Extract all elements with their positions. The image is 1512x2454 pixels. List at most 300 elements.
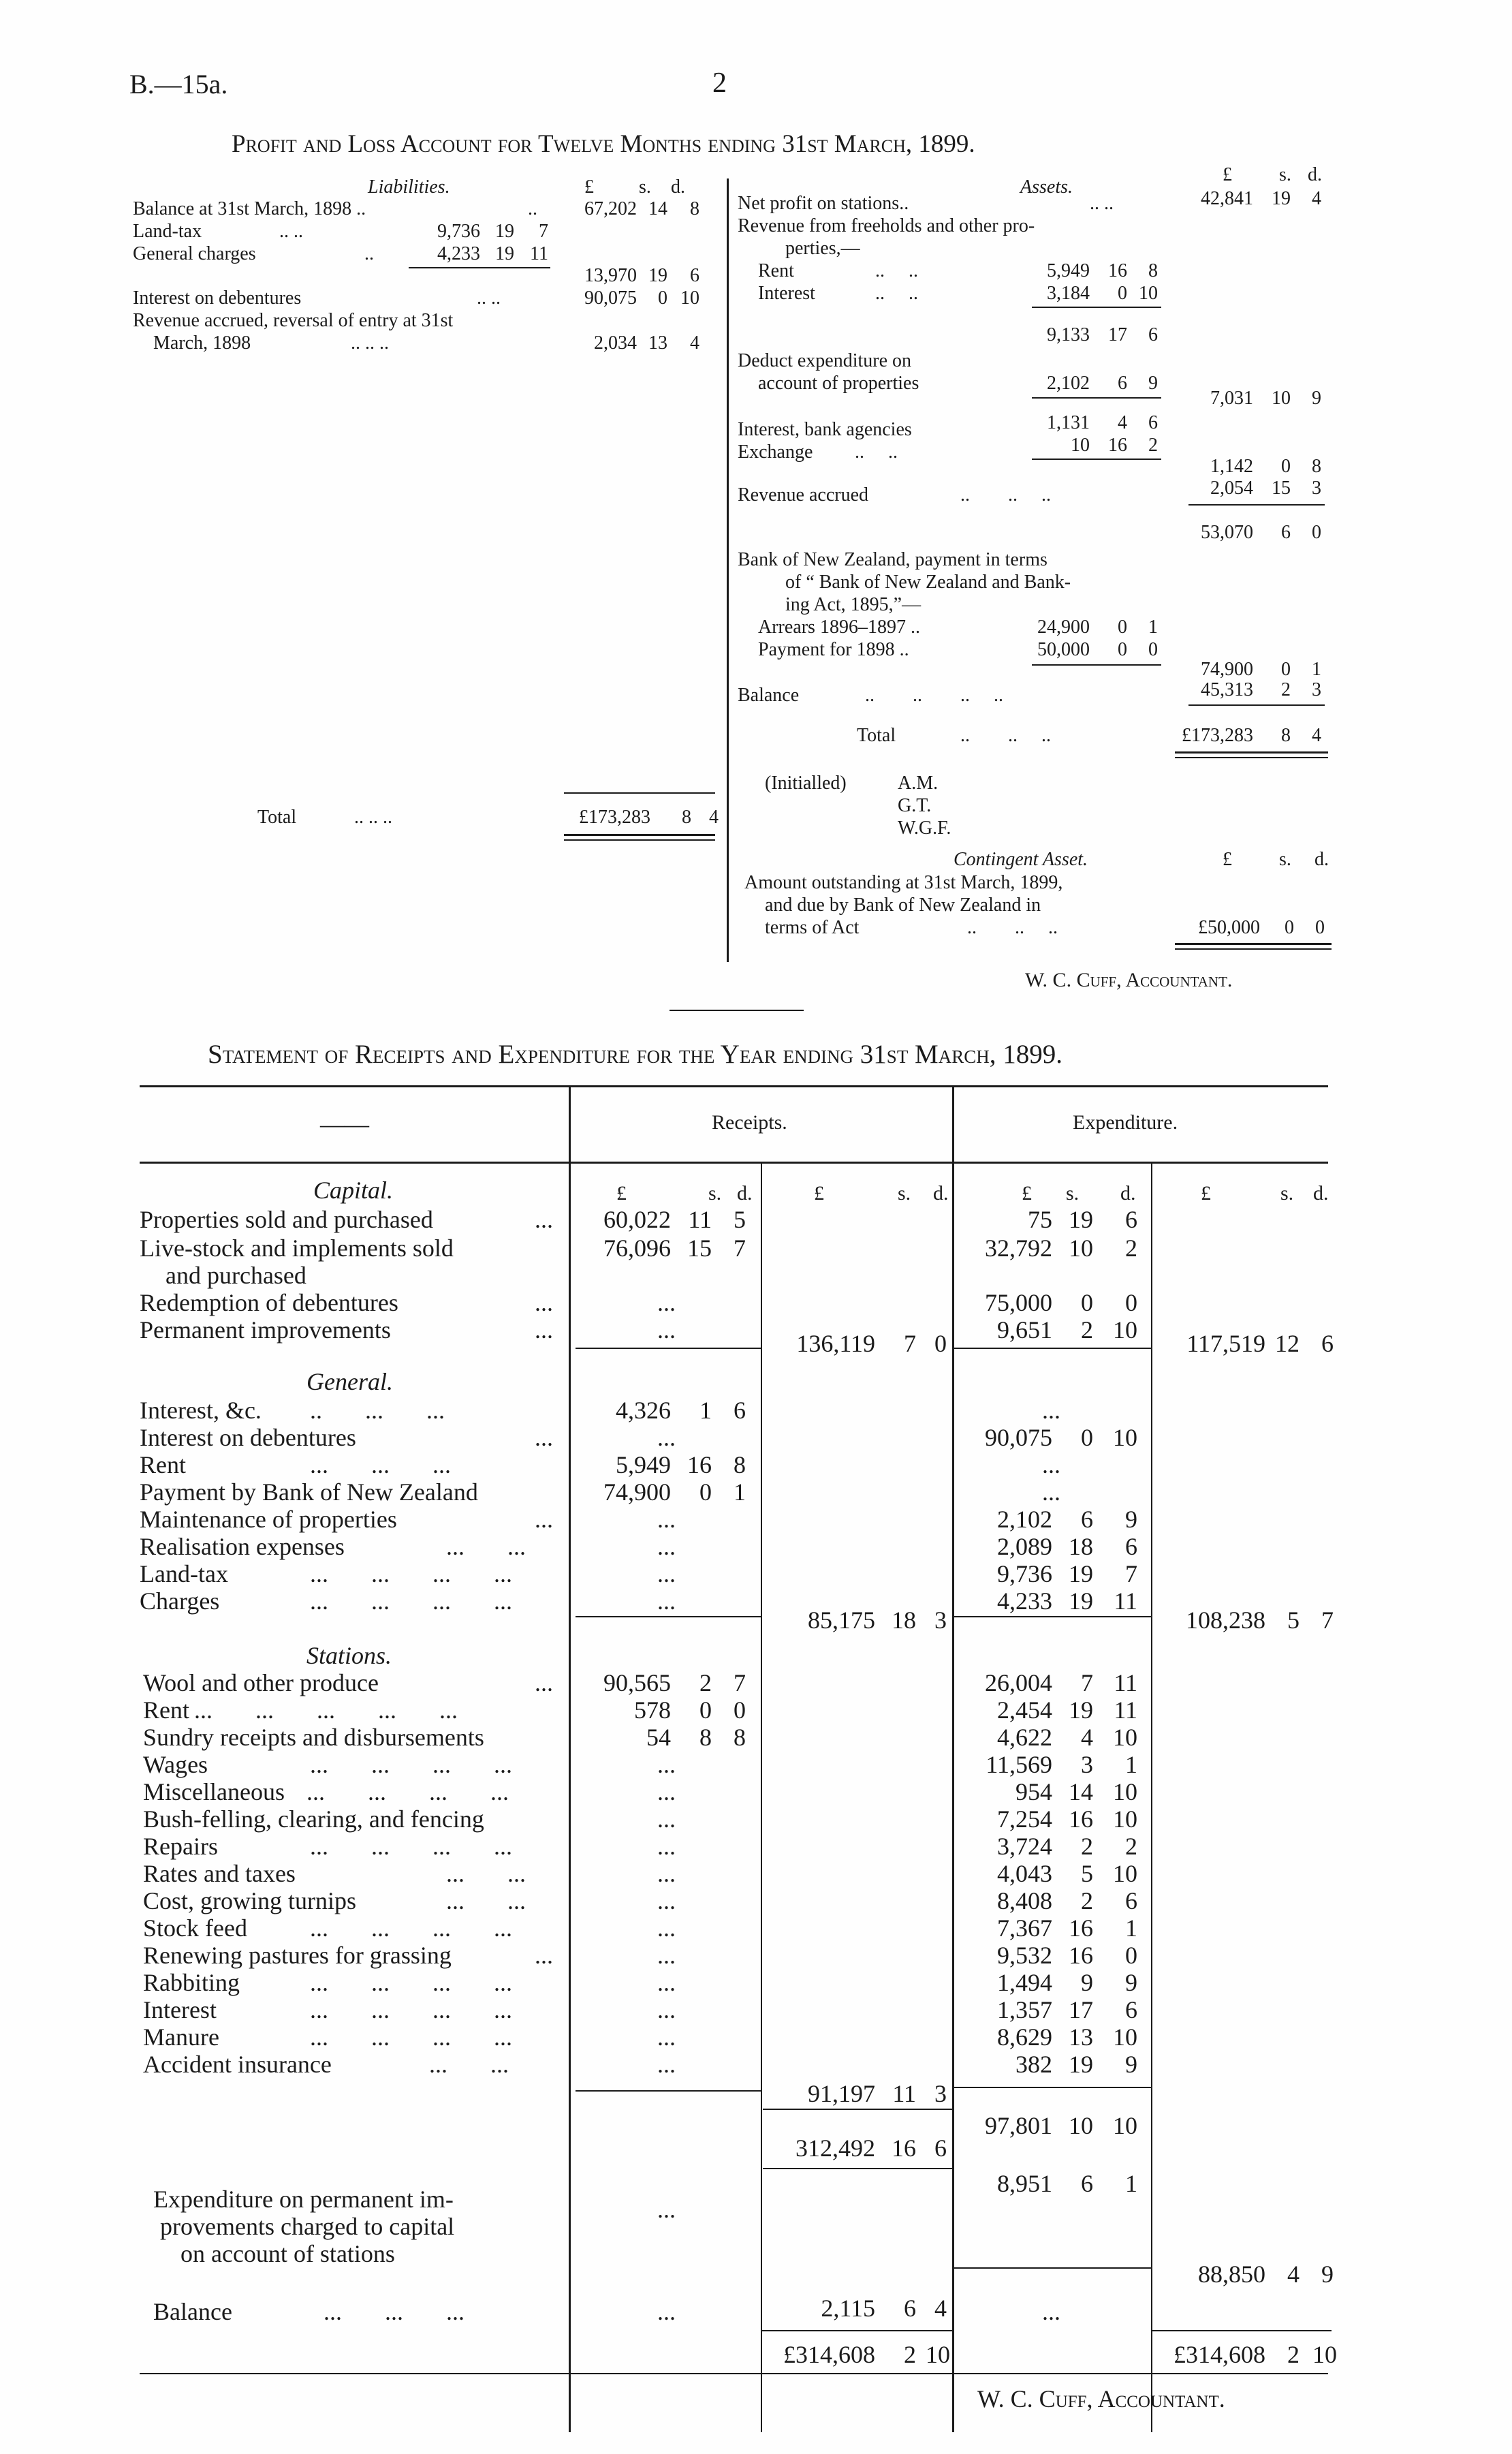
contingent-double-rule [1175,948,1332,950]
exp-shillings: 19 [1069,1587,1093,1615]
asset-sub-pence: 1 [1148,617,1158,638]
asset-currency-d: d. [1308,164,1322,185]
general-row-label: Interest on debentures [140,1424,356,1451]
rcpt-pence: 6 [734,1397,746,1424]
exp-pounds: 3,724 [997,1833,1052,1860]
grand-receipts-shillings: 16 [892,2134,916,2162]
asset-label: Rent [758,260,794,281]
exp-shillings: 9 [1081,1969,1093,1996]
receipts-total-rule [763,2109,952,2110]
liab-sub-shillings: 19 [495,221,514,242]
asset-label: Bank of New Zealand, payment in terms [738,549,1048,570]
asset-total-pounds: 42,841 [1201,188,1253,209]
rcpt-pounds: ... [657,1778,676,1805]
asset-label: Payment for 1898 .. [758,639,909,660]
rcpt-pounds: ... [657,1860,676,1887]
rcpt-pounds: ... [657,1424,676,1451]
asset-sub-pounds: 9,133 [1047,324,1090,345]
exp-pounds: 8,408 [997,1887,1052,1914]
rcpt-pounds: ... [657,1942,676,1969]
exp-pence: 0 [1125,1942,1137,1969]
exp-pounds: 4,043 [997,1860,1052,1887]
liab-sub-pence: 11 [530,243,548,264]
liab-total-double-rule [564,839,715,841]
contingent-amount-pence: 0 [1315,917,1325,938]
liab-total-pounds: 2,034 [594,332,637,354]
asset-currency-pound: £ [1223,164,1232,185]
exp-pence: 9 [1125,1506,1137,1533]
rcpt-pounds: ... [657,2051,676,2078]
asset-total-pence: 9 [1312,388,1321,409]
exp-shillings: 19 [1069,1696,1093,1724]
asset-dots: .. .. .. [967,917,1058,938]
rcpt-pounds: 54 [646,1724,671,1751]
stations-rule [954,2087,1151,2088]
exp-shillings: 13 [1069,2023,1093,2051]
asset-total-pounds: 53,070 [1201,522,1253,543]
exp-pounds: 1,357 [997,1996,1052,2023]
rcpt-pounds: ... [657,1996,676,2023]
liab-total-pounds: 90,075 [584,288,637,309]
asset-dots: .. .. .. [960,484,1051,506]
capital-row-label: Permanent improvements [140,1316,391,1344]
rcpt-shillings: 8 [699,1724,712,1751]
asset-total-pence: 3 [1312,478,1321,499]
perm-exp-shillings: 6 [1081,2170,1093,2197]
asset-sub-rule [1032,664,1161,666]
exp-shillings: 16 [1069,1805,1093,1833]
asset-total-pence: 3 [1312,679,1321,700]
liab-total-shillings: 19 [648,265,667,286]
balance-pence: 4 [934,2295,947,2322]
exp-shillings: 3 [1081,1751,1093,1778]
exp-pounds: 2,454 [997,1696,1052,1724]
asset-sub-pounds: 24,900 [1037,617,1090,638]
final-exp-pence: 10 [1312,2341,1337,2368]
liab-total-double-rule [564,834,715,836]
exp-sub-shillings: 10 [1069,2112,1093,2139]
general-row-label: Payment by Bank of New Zealand [140,1478,478,1506]
row-dots: ... ... ... ... [310,1996,512,2023]
liab-total-shillings: 13 [648,332,667,354]
exp-pence: 10 [1113,1860,1137,1887]
initialled-label: (Initialled) [765,773,847,794]
exp-pence: 2 [1125,1833,1137,1860]
stations-row-label: Stock feed [143,1914,247,1942]
asset-total-pence: 8 [1312,456,1321,477]
rcpt-pounds: 74,900 [603,1478,671,1506]
rcpt-total-currency: d. [933,1182,949,1205]
exp-pence: 7 [1125,1560,1137,1587]
liabilities-heading: Liabilities. [368,176,450,198]
liab-grand-total-pence: 4 [709,807,719,828]
capital-rule [954,1348,1151,1349]
liab-label: General charges [133,243,256,264]
contingent-amount-pounds: £50,000 [1198,917,1260,938]
initials: W.G.F. [898,818,951,839]
asset-dots: .. .. [875,260,918,281]
asset-currency-s: s. [1279,164,1291,185]
asset-total-pounds: 7,031 [1210,388,1253,409]
rcpt-pounds: 76,096 [603,1234,671,1262]
exp-sub-pence: 10 [1113,2112,1137,2139]
liab-total-pence: 8 [690,198,699,219]
capital-heading: Capital. [313,1177,394,1204]
balance-pounds: 2,115 [821,2295,875,2322]
exp-shillings: 17 [1069,1996,1093,2023]
asset-total-pounds: 45,313 [1201,679,1253,700]
row-dots: ... ... ... ... [310,1751,512,1778]
rcpt-pounds: ... [657,1805,676,1833]
contingent-amount-shillings: 0 [1285,917,1294,938]
row-dots: ... ... ... [324,2298,464,2325]
asset-label: Net profit on stations.. [738,193,909,214]
liab-total-shillings: 14 [648,198,667,219]
rcpt-pence: 0 [734,1696,746,1724]
liab-dots: .. .. [279,221,303,242]
exp-pence: 10 [1113,1424,1137,1451]
row-dots: ... ... [429,2051,509,2078]
table-bottom-rule [140,2373,1328,2374]
asset-sub-shillings: 17 [1108,324,1127,345]
exp-pence: 11 [1114,1696,1137,1724]
general-row-label: Interest, &c. [140,1397,262,1424]
exp-pounds: 2,102 [997,1506,1052,1533]
perm-label: Expenditure on permanent im- [153,2186,454,2213]
statement-title: Statement of Receipts and Expenditure for the Year ending 31st March, 1899. [208,1040,1063,1069]
contingent-double-rule [1175,943,1332,945]
exp-pence: 10 [1113,1316,1137,1344]
stations-heading: Stations. [306,1642,392,1669]
asset-sub-shillings: 6 [1118,373,1127,394]
balance-shillings: 6 [904,2295,916,2322]
liab-label: Interest on debentures [133,288,302,309]
exp-shillings: 16 [1069,1914,1093,1942]
asset-sub-shillings: 0 [1118,639,1127,660]
exp-pence: 9 [1125,1969,1137,1996]
table-divider-subtotal [761,1164,762,2432]
perm-rule [954,2267,1151,2269]
asset-grand-total-shillings: 8 [1281,725,1291,746]
rcpt-pounds: ... [657,1887,676,1914]
general-row-label: Land-tax [140,1560,228,1587]
asset-total-shillings: 0 [1281,659,1291,680]
liab-dots: .. .. [477,288,501,309]
exp-total-pence: 6 [1321,1330,1334,1357]
stations-row-label: Sundry receipts and disbursements [143,1724,484,1751]
stations-row-label: Cost, growing turnips [143,1887,357,1914]
stations-row-label: Bush-felling, clearing, and fencing [143,1805,484,1833]
exp-sub-currency: £ [1022,1182,1032,1205]
rcpt-pounds: ... [657,2023,676,2051]
liab-sub-pounds: 9,736 [437,221,480,242]
asset-label: Deduct expenditure on [738,350,912,371]
rcpt-shillings: 0 [699,1478,712,1506]
row-dots: ... ... ... ... [310,1833,512,1860]
row-dots: ... ... ... [310,1451,451,1478]
liab-total-pence: 4 [690,332,699,354]
general-rule [576,1616,761,1617]
rcpt-pounds: ... [657,1969,676,1996]
rcpt-pence: 5 [734,1206,746,1233]
exp-pence: 10 [1113,1805,1137,1833]
exp-total-currency: £ [1201,1182,1211,1205]
exp-pounds: ... [1042,1451,1060,1478]
contingent-currency-s: s. [1279,849,1291,870]
asset-dots: .. .. .. .. [865,685,1003,706]
exp-shillings: 4 [1081,1724,1093,1751]
rcpt-shillings: 2 [699,1669,712,1696]
asset-total-double-rule [1175,757,1328,758]
col-header-dash: —— [320,1110,369,1138]
exp-pence: 6 [1125,1887,1137,1914]
rcpt-pence: 8 [734,1451,746,1478]
rcpt-total-shillings: 7 [904,1330,916,1357]
stations-row-label: Interest [143,1996,217,2023]
exp-pounds: 382 [1015,2051,1052,2078]
perm-exp-pence: 1 [1125,2170,1137,2197]
capital-row-label: Live-stock and implements sold [140,1234,454,1262]
row-dots: ... [535,1206,553,1233]
balance-exp: ... [1042,2298,1060,2325]
exp-shillings: 16 [1069,1942,1093,1969]
rcpt-pounds: 90,565 [603,1669,671,1696]
rcpt-pounds: ... [657,1914,676,1942]
exp-pounds: 9,736 [997,1560,1052,1587]
rcpt-pounds: 4,326 [616,1397,671,1424]
exp-pounds: 7,254 [997,1805,1052,1833]
asset-grand-total-pence: 4 [1312,725,1321,746]
exp-pence: 11 [1114,1587,1137,1615]
perm-receipts: ... [657,2196,676,2223]
row-dots: .. ... ... [310,1397,445,1424]
liab-currency-pound: £ [584,176,594,198]
exp-pounds: 75,000 [985,1289,1052,1316]
asset-total-label: Total [857,725,896,746]
exp-shillings: 19 [1069,1560,1093,1587]
capital-rule [576,1348,761,1349]
rcpt-pounds: 60,022 [603,1206,671,1233]
col-header-expenditure: Expenditure. [1073,1111,1178,1134]
rcpt-shillings: 1 [699,1397,712,1424]
rcpt-pounds: 578 [634,1696,671,1724]
asset-total-shillings: 19 [1272,188,1291,209]
final-rule [1151,2330,1332,2331]
liab-label: Revenue accrued, reversal of entry at 31st [133,310,454,331]
asset-dots: .. .. [875,283,918,304]
rcpt-pounds: ... [657,1587,676,1615]
exp-pence: 10 [1113,1778,1137,1805]
exp-shillings: 5 [1081,1860,1093,1887]
asset-sub-pence: 10 [1139,283,1158,304]
capital-row-label: Properties sold and purchased [140,1206,433,1233]
exp-pence: 2 [1125,1234,1137,1262]
liab-total-pence: 6 [690,265,699,286]
stations-row-label: Miscellaneous [143,1778,285,1805]
rcpt-total-pence: 0 [934,1330,947,1357]
liab-total-dots: .. .. .. [354,807,392,828]
general-rule [954,1616,1151,1617]
contingent-text: terms of Act [765,917,860,938]
exp-total-currency: d. [1313,1182,1329,1205]
asset-sub-pence: 8 [1148,260,1158,281]
asset-total-rule [1188,704,1325,706]
liab-grand-total-shillings: 8 [682,807,691,828]
row-dots: ... [535,1669,553,1696]
row-dots: ... [535,1506,553,1533]
liab-subtotal-rule [409,267,550,268]
asset-sub-shillings: 4 [1118,412,1127,433]
liab-sub-pounds: 4,233 [437,243,480,264]
asset-label: Revenue accrued [738,484,868,506]
general-heading: General. [306,1368,393,1395]
rcpt-pounds: ... [657,1289,676,1316]
liab-dots: .. .. .. [351,332,389,354]
perm-label-cont: provements charged to capital [160,2213,455,2240]
exp-pounds: 75 [1028,1206,1052,1233]
asset-total-shillings: 6 [1281,522,1291,543]
row-dots: ... [535,1316,553,1344]
table-divider-label [569,1087,571,2432]
row-dots: ... ... [446,1887,526,1914]
exp-pounds: 4,233 [997,1587,1052,1615]
exp-pounds: 32,792 [985,1234,1052,1262]
table-header-rule [140,1162,1328,1164]
general-row-label: Rent [140,1451,186,1478]
receipts-total-rule [763,2168,952,2169]
exp-pounds: ... [1042,1478,1060,1506]
exp-total-currency: s. [1280,1182,1294,1205]
stations-exp-total-shillings: 4 [1287,2261,1300,2288]
rcpt-total-pounds: 136,119 [796,1330,875,1357]
general-row-label: Maintenance of properties [140,1506,397,1533]
asset-label: Revenue from freeholds and other pro- [738,215,1035,236]
asset-total-shillings: 10 [1272,388,1291,409]
row-dots: ... ... ... ... [310,1560,512,1587]
liab-total-rule [564,792,715,794]
pl-column-divider [727,178,729,962]
asset-sub-shillings: 0 [1118,617,1127,638]
liab-currency-s: s. [639,176,651,198]
asset-sub-pounds: 10 [1071,435,1090,456]
rcpt-sub-currency: s. [708,1182,722,1205]
rcpt-total-pounds: 85,175 [808,1606,875,1634]
page-reference: B.—15a. [129,69,228,99]
asset-label: Interest [758,283,815,304]
liab-total-label: Total [257,807,297,828]
table-top-rule [140,1085,1328,1087]
asset-sub-pounds: 3,184 [1047,283,1090,304]
exp-pounds: 9,651 [997,1316,1052,1344]
stations-row-label: Manure [143,2023,219,2051]
liab-label: Land-tax [133,221,202,242]
stations-row-label: Renewing pastures for grassing [143,1942,452,1969]
balance-label: Balance [153,2298,232,2325]
liab-dots: .. [528,198,537,219]
initials: G.T. [898,795,932,816]
asset-sub-pounds: 5,949 [1047,260,1090,281]
asset-total-pounds: 74,900 [1201,659,1253,680]
exp-shillings: 19 [1069,1206,1093,1233]
liab-label-cont: March, 1898 [153,332,251,354]
asset-dots: .. .. .. [960,725,1051,746]
asset-sub-pounds: 50,000 [1037,639,1090,660]
exp-pounds: 2,089 [997,1533,1052,1560]
liab-total-shillings: 0 [658,288,667,309]
table-divider-receipts [952,1087,954,2432]
asset-total-shillings: 2 [1281,679,1291,700]
final-receipts-pence: 10 [926,2341,950,2368]
contingent-currency-d: d. [1314,849,1329,870]
section-separator [670,1010,804,1011]
exp-sub-pounds: 97,801 [985,2112,1052,2139]
final-rule [761,2330,954,2331]
exp-shillings: 19 [1069,2051,1093,2078]
row-dots: ... [535,1424,553,1451]
exp-pence: 6 [1125,1206,1137,1233]
row-dots: ... ... [446,1860,526,1887]
final-receipts-shillings: 2 [904,2341,916,2368]
asset-total-pence: 1 [1312,659,1321,680]
row-dots: ... ... ... ... [310,1914,512,1942]
row-dots: ... [535,1289,553,1316]
rcpt-sub-currency: d. [737,1182,753,1205]
asset-label-cont: ing Act, 1895,”— [785,594,922,615]
rcpt-shillings: 15 [687,1234,712,1262]
asset-grand-total-pounds: £173,283 [1182,725,1253,746]
balance-receipts: ... [657,2298,676,2325]
asset-sub-pence: 6 [1148,324,1158,345]
asset-label-cont: of “ Bank of New Zealand and Bank- [785,572,1071,593]
general-row-label: Realisation expenses [140,1533,345,1560]
contingent-text: Amount outstanding at 31st March, 1899, [744,872,1063,893]
row-dots: ... ... ... ... ... [194,1696,458,1724]
exp-shillings: 0 [1081,1424,1093,1451]
asset-total-pence: 0 [1312,522,1321,543]
asset-sub-pounds: 1,131 [1047,412,1090,433]
rcpt-shillings: 11 [688,1206,712,1233]
exp-pence: 10 [1113,1724,1137,1751]
exp-pence: 6 [1125,1996,1137,2023]
exp-pounds: ... [1042,1397,1060,1424]
exp-pence: 11 [1114,1669,1137,1696]
exp-pounds: 8,629 [997,2023,1052,2051]
asset-label-cont: account of properties [758,373,919,394]
exp-total-shillings: 12 [1275,1330,1300,1357]
rcpt-pounds: ... [657,1533,676,1560]
grand-receipts-pounds: 312,492 [796,2134,875,2162]
row-dots: ... ... [446,1533,526,1560]
liab-total-pence: 10 [680,288,699,309]
exp-pence: 10 [1113,2023,1137,2051]
rcpt-pounds: 5,949 [616,1451,671,1478]
asset-label: Balance [738,685,800,706]
rcpt-pence: 7 [734,1234,746,1262]
assets-heading: Assets. [1020,176,1073,198]
asset-sub-pence: 0 [1148,639,1158,660]
perm-exp-pounds: 8,951 [997,2170,1052,2197]
page-number: 2 [712,67,727,99]
pl-signature: W. C. Cuff, Accountant. [1025,969,1233,991]
exp-shillings: 2 [1081,1887,1093,1914]
asset-sub-pence: 6 [1148,412,1158,433]
row-dots: ... ... ... ... [310,1587,512,1615]
row-dots: ... ... ... ... [310,1969,512,1996]
asset-total-shillings: 15 [1272,478,1291,499]
exp-pounds: 954 [1015,1778,1052,1805]
stations-exp-total-pence: 9 [1321,2261,1334,2288]
contingent-heading: Contingent Asset. [954,849,1088,870]
